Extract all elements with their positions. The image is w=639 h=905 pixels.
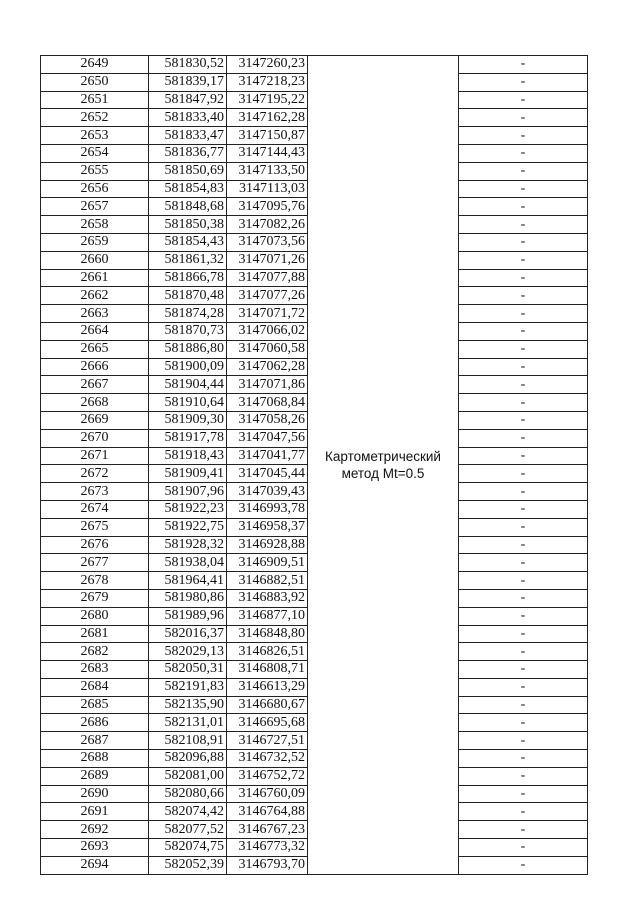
point-number-cell: 2676 bbox=[41, 536, 149, 554]
point-number-cell: 2658 bbox=[41, 216, 149, 234]
x-coordinate-cell: 582050,31 bbox=[149, 661, 227, 679]
point-number-cell: 2671 bbox=[41, 447, 149, 465]
method-line-1: Картометрический bbox=[325, 448, 441, 464]
coordinates-table bbox=[40, 55, 588, 875]
y-coordinate-cell: 3146993,78 bbox=[227, 500, 308, 518]
x-coordinate-cell: 581907,96 bbox=[149, 483, 227, 501]
note-cell: - bbox=[459, 251, 588, 269]
note-cell: - bbox=[459, 607, 588, 625]
point-number-cell: 2653 bbox=[41, 127, 149, 145]
x-coordinate-cell: 581910,64 bbox=[149, 394, 227, 412]
point-number-cell: 2656 bbox=[41, 180, 149, 198]
y-coordinate-cell: 3147095,76 bbox=[227, 198, 308, 216]
y-coordinate-cell: 3146958,37 bbox=[227, 518, 308, 536]
note-cell: - bbox=[459, 91, 588, 109]
note-cell: - bbox=[459, 322, 588, 340]
x-coordinate-cell: 581964,41 bbox=[149, 572, 227, 590]
y-coordinate-cell: 3146732,52 bbox=[227, 750, 308, 768]
point-number-cell: 2690 bbox=[41, 785, 149, 803]
x-coordinate-cell: 582077,52 bbox=[149, 821, 227, 839]
note-cell: - bbox=[459, 340, 588, 358]
x-coordinate-cell: 581938,04 bbox=[149, 554, 227, 572]
x-coordinate-cell: 581870,73 bbox=[149, 322, 227, 340]
note-cell: - bbox=[459, 180, 588, 198]
point-number-cell: 2654 bbox=[41, 144, 149, 162]
y-coordinate-cell: 3147058,26 bbox=[227, 411, 308, 429]
point-number-cell: 2661 bbox=[41, 269, 149, 287]
x-coordinate-cell: 582080,66 bbox=[149, 785, 227, 803]
y-coordinate-cell: 3147062,28 bbox=[227, 358, 308, 376]
y-coordinate-cell: 3147060,58 bbox=[227, 340, 308, 358]
y-coordinate-cell: 3147071,26 bbox=[227, 251, 308, 269]
y-coordinate-cell: 3146848,80 bbox=[227, 625, 308, 643]
y-coordinate-cell: 3147071,86 bbox=[227, 376, 308, 394]
x-coordinate-cell: 581866,78 bbox=[149, 269, 227, 287]
y-coordinate-cell: 3146928,88 bbox=[227, 536, 308, 554]
note-cell: - bbox=[459, 750, 588, 768]
point-number-cell: 2677 bbox=[41, 554, 149, 572]
point-number-cell: 2659 bbox=[41, 233, 149, 251]
note-cell: - bbox=[459, 856, 588, 874]
x-coordinate-cell: 581836,77 bbox=[149, 144, 227, 162]
x-coordinate-cell: 582074,75 bbox=[149, 839, 227, 857]
y-coordinate-cell: 3146793,70 bbox=[227, 856, 308, 874]
point-number-cell: 2657 bbox=[41, 198, 149, 216]
x-coordinate-cell: 582135,90 bbox=[149, 696, 227, 714]
point-number-cell: 2668 bbox=[41, 394, 149, 412]
note-cell: - bbox=[459, 661, 588, 679]
point-number-cell: 2694 bbox=[41, 856, 149, 874]
y-coordinate-cell: 3147071,72 bbox=[227, 305, 308, 323]
note-cell: - bbox=[459, 305, 588, 323]
note-cell: - bbox=[459, 447, 588, 465]
point-number-cell: 2687 bbox=[41, 732, 149, 750]
point-number-cell: 2670 bbox=[41, 429, 149, 447]
table-row bbox=[41, 56, 588, 74]
note-cell: - bbox=[459, 785, 588, 803]
x-coordinate-cell: 582191,83 bbox=[149, 678, 227, 696]
x-coordinate-cell: 582081,00 bbox=[149, 767, 227, 785]
point-number-cell: 2691 bbox=[41, 803, 149, 821]
method-cell bbox=[308, 56, 459, 875]
x-coordinate-cell: 581833,40 bbox=[149, 109, 227, 127]
y-coordinate-cell: 3146767,23 bbox=[227, 821, 308, 839]
note-cell: - bbox=[459, 73, 588, 91]
note-cell: - bbox=[459, 376, 588, 394]
y-coordinate-cell: 3146752,72 bbox=[227, 767, 308, 785]
x-coordinate-cell: 581850,69 bbox=[149, 162, 227, 180]
y-coordinate-cell: 3146680,67 bbox=[227, 696, 308, 714]
note-cell: - bbox=[459, 839, 588, 857]
point-number-cell: 2673 bbox=[41, 483, 149, 501]
point-number-cell: 2689 bbox=[41, 767, 149, 785]
note-cell: - bbox=[459, 358, 588, 376]
note-cell: - bbox=[459, 109, 588, 127]
note-cell: - bbox=[459, 144, 588, 162]
y-coordinate-cell: 3147260,23 bbox=[227, 56, 308, 74]
note-cell: - bbox=[459, 483, 588, 501]
x-coordinate-cell: 581922,75 bbox=[149, 518, 227, 536]
note-cell: - bbox=[459, 767, 588, 785]
coordinates-table-body bbox=[41, 56, 588, 875]
y-coordinate-cell: 3146764,88 bbox=[227, 803, 308, 821]
y-coordinate-cell: 3147162,28 bbox=[227, 109, 308, 127]
y-coordinate-cell: 3146808,71 bbox=[227, 661, 308, 679]
y-coordinate-cell: 3146882,51 bbox=[227, 572, 308, 590]
x-coordinate-cell: 581886,80 bbox=[149, 340, 227, 358]
y-coordinate-cell: 3147218,23 bbox=[227, 73, 308, 91]
x-coordinate-cell: 581839,17 bbox=[149, 73, 227, 91]
note-cell: - bbox=[459, 803, 588, 821]
y-coordinate-cell: 3146909,51 bbox=[227, 554, 308, 572]
note-cell: - bbox=[459, 198, 588, 216]
point-number-cell: 2650 bbox=[41, 73, 149, 91]
note-cell: - bbox=[459, 500, 588, 518]
point-number-cell: 2678 bbox=[41, 572, 149, 590]
y-coordinate-cell: 3147133,50 bbox=[227, 162, 308, 180]
y-coordinate-cell: 3147150,87 bbox=[227, 127, 308, 145]
point-number-cell: 2651 bbox=[41, 91, 149, 109]
x-coordinate-cell: 582096,88 bbox=[149, 750, 227, 768]
note-cell: - bbox=[459, 732, 588, 750]
point-number-cell: 2666 bbox=[41, 358, 149, 376]
point-number-cell: 2649 bbox=[41, 56, 149, 74]
x-coordinate-cell: 581989,96 bbox=[149, 607, 227, 625]
point-number-cell: 2681 bbox=[41, 625, 149, 643]
note-cell: - bbox=[459, 162, 588, 180]
note-cell: - bbox=[459, 536, 588, 554]
y-coordinate-cell: 3146883,92 bbox=[227, 589, 308, 607]
y-coordinate-cell: 3147077,26 bbox=[227, 287, 308, 305]
y-coordinate-cell: 3146695,68 bbox=[227, 714, 308, 732]
x-coordinate-cell: 581854,83 bbox=[149, 180, 227, 198]
point-number-cell: 2685 bbox=[41, 696, 149, 714]
note-cell: - bbox=[459, 216, 588, 234]
y-coordinate-cell: 3147082,26 bbox=[227, 216, 308, 234]
note-cell: - bbox=[459, 572, 588, 590]
note-cell: - bbox=[459, 589, 588, 607]
x-coordinate-cell: 582016,37 bbox=[149, 625, 227, 643]
x-coordinate-cell: 581922,23 bbox=[149, 500, 227, 518]
note-cell: - bbox=[459, 518, 588, 536]
note-cell: - bbox=[459, 554, 588, 572]
y-coordinate-cell: 3147041,77 bbox=[227, 447, 308, 465]
x-coordinate-cell: 581861,32 bbox=[149, 251, 227, 269]
point-number-cell: 2669 bbox=[41, 411, 149, 429]
point-number-cell: 2679 bbox=[41, 589, 149, 607]
note-cell: - bbox=[459, 56, 588, 74]
point-number-cell: 2665 bbox=[41, 340, 149, 358]
x-coordinate-cell: 581928,32 bbox=[149, 536, 227, 554]
note-cell: - bbox=[459, 821, 588, 839]
x-coordinate-cell: 581830,52 bbox=[149, 56, 227, 74]
point-number-cell: 2683 bbox=[41, 661, 149, 679]
x-coordinate-cell: 581917,78 bbox=[149, 429, 227, 447]
x-coordinate-cell: 581847,92 bbox=[149, 91, 227, 109]
x-coordinate-cell: 581909,30 bbox=[149, 411, 227, 429]
y-coordinate-cell: 3146727,51 bbox=[227, 732, 308, 750]
x-coordinate-cell: 581904,44 bbox=[149, 376, 227, 394]
y-coordinate-cell: 3146877,10 bbox=[227, 607, 308, 625]
point-number-cell: 2686 bbox=[41, 714, 149, 732]
y-coordinate-cell: 3146826,51 bbox=[227, 643, 308, 661]
x-coordinate-cell: 582074,42 bbox=[149, 803, 227, 821]
note-cell: - bbox=[459, 411, 588, 429]
note-cell: - bbox=[459, 233, 588, 251]
point-number-cell: 2660 bbox=[41, 251, 149, 269]
point-number-cell: 2688 bbox=[41, 750, 149, 768]
y-coordinate-cell: 3147039,43 bbox=[227, 483, 308, 501]
note-cell: - bbox=[459, 127, 588, 145]
point-number-cell: 2692 bbox=[41, 821, 149, 839]
point-number-cell: 2684 bbox=[41, 678, 149, 696]
point-number-cell: 2682 bbox=[41, 643, 149, 661]
point-number-cell: 2664 bbox=[41, 322, 149, 340]
note-cell: - bbox=[459, 678, 588, 696]
x-coordinate-cell: 581874,28 bbox=[149, 305, 227, 323]
x-coordinate-cell: 581833,47 bbox=[149, 127, 227, 145]
x-coordinate-cell: 582108,91 bbox=[149, 732, 227, 750]
y-coordinate-cell: 3147045,44 bbox=[227, 465, 308, 483]
y-coordinate-cell: 3146760,09 bbox=[227, 785, 308, 803]
note-cell: - bbox=[459, 643, 588, 661]
point-number-cell: 2693 bbox=[41, 839, 149, 857]
point-number-cell: 2652 bbox=[41, 109, 149, 127]
note-cell: - bbox=[459, 287, 588, 305]
y-coordinate-cell: 3147047,56 bbox=[227, 429, 308, 447]
method-line-2: метод Mt=0.5 bbox=[341, 465, 425, 481]
x-coordinate-cell: 581850,38 bbox=[149, 216, 227, 234]
point-number-cell: 2655 bbox=[41, 162, 149, 180]
y-coordinate-cell: 3147077,88 bbox=[227, 269, 308, 287]
x-coordinate-cell: 581909,41 bbox=[149, 465, 227, 483]
note-cell: - bbox=[459, 625, 588, 643]
point-number-cell: 2680 bbox=[41, 607, 149, 625]
y-coordinate-cell: 3147195,22 bbox=[227, 91, 308, 109]
x-coordinate-cell: 582052,39 bbox=[149, 856, 227, 874]
x-coordinate-cell: 581980,86 bbox=[149, 589, 227, 607]
y-coordinate-cell: 3146773,32 bbox=[227, 839, 308, 857]
note-cell: - bbox=[459, 465, 588, 483]
y-coordinate-cell: 3147113,03 bbox=[227, 180, 308, 198]
point-number-cell: 2667 bbox=[41, 376, 149, 394]
note-cell: - bbox=[459, 429, 588, 447]
point-number-cell: 2672 bbox=[41, 465, 149, 483]
note-cell: - bbox=[459, 714, 588, 732]
x-coordinate-cell: 581848,68 bbox=[149, 198, 227, 216]
point-number-cell: 2662 bbox=[41, 287, 149, 305]
y-coordinate-cell: 3147073,56 bbox=[227, 233, 308, 251]
x-coordinate-cell: 582029,13 bbox=[149, 643, 227, 661]
y-coordinate-cell: 3147066,02 bbox=[227, 322, 308, 340]
point-number-cell: 2675 bbox=[41, 518, 149, 536]
note-cell: - bbox=[459, 269, 588, 287]
x-coordinate-cell: 581870,48 bbox=[149, 287, 227, 305]
x-coordinate-cell: 581918,43 bbox=[149, 447, 227, 465]
y-coordinate-cell: 3147144,43 bbox=[227, 144, 308, 162]
y-coordinate-cell: 3147068,84 bbox=[227, 394, 308, 412]
note-cell: - bbox=[459, 696, 588, 714]
note-cell: - bbox=[459, 394, 588, 412]
x-coordinate-cell: 582131,01 bbox=[149, 714, 227, 732]
point-number-cell: 2674 bbox=[41, 500, 149, 518]
point-number-cell: 2663 bbox=[41, 305, 149, 323]
y-coordinate-cell: 3146613,29 bbox=[227, 678, 308, 696]
x-coordinate-cell: 581854,43 bbox=[149, 233, 227, 251]
x-coordinate-cell: 581900,09 bbox=[149, 358, 227, 376]
